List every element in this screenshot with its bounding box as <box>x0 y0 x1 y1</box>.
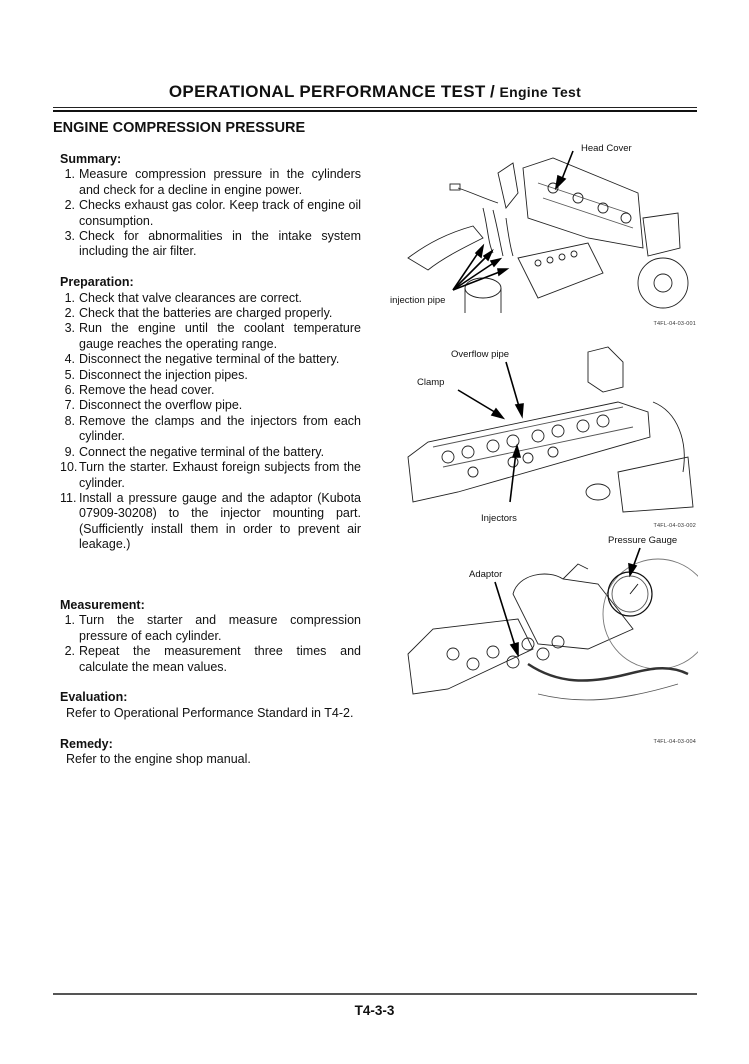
list-item <box>60 398 361 413</box>
list-item <box>60 644 361 675</box>
item-number: 9. <box>64 444 75 459</box>
item-text: Install a pressure gauge and the adaptor (Kubota 07909-30208) to the injector mounting part. (Sufficiently install them in order to prevent air leakage.) <box>79 490 361 552</box>
summary-title: Summary: <box>60 152 122 166</box>
engine-illustration-1 <box>388 138 698 313</box>
item-text: Checks exhaust gas color. Keep track of engine oil consumption. <box>79 198 361 228</box>
label-overflow-pipe: Overflow pipe <box>451 349 510 360</box>
section-title: ENGINE COMPRESSION PRESSURE <box>53 120 306 136</box>
item-text: Disconnect the injection pipes. <box>79 367 248 382</box>
item-number: 8. <box>64 413 75 428</box>
list-item <box>60 368 361 383</box>
remedy-block <box>60 737 361 768</box>
evaluation-text: Refer to Operational Performance Standard in T4-2. <box>66 705 354 720</box>
header-separator: / <box>489 82 496 101</box>
item-number: 6. <box>64 383 75 398</box>
item-text: Check that valve clearances are correct. <box>79 290 303 305</box>
engine-illustration-2 <box>388 342 698 514</box>
footer-divider <box>53 993 697 995</box>
item-number: 5. <box>64 367 75 382</box>
measurement-title: Measurement: <box>60 597 145 612</box>
figure-caption: T4FL-04-03-002 <box>653 523 696 529</box>
item-number: 4. <box>64 352 75 367</box>
item-text: Turn the starter and measure compression pressure of each cylinder. <box>79 613 361 643</box>
list-item <box>60 229 361 260</box>
item-text: Run the engine until the coolant temperature gauge reaches the operating range. <box>79 321 361 351</box>
figure-pressure-gauge <box>388 534 698 749</box>
item-number: 11. <box>60 490 77 505</box>
page-number: T4-3-3 <box>354 1003 395 1018</box>
list-item <box>60 460 361 491</box>
spacer <box>60 568 361 598</box>
pulley-shape <box>638 258 688 308</box>
item-number: 10. <box>60 460 78 475</box>
header-main-title: OPERATIONAL PERFORMANCE TEST <box>168 82 486 101</box>
arrow-markers <box>453 151 573 290</box>
preparation-list <box>60 291 361 553</box>
valve-springs <box>442 415 609 477</box>
preparation-title: Preparation: <box>60 275 134 290</box>
item-text: Check for abnormalities in the intake system including the air filter. <box>79 229 361 259</box>
item-number: 1. <box>64 290 75 305</box>
item-text: Disconnect the negative terminal of the battery. <box>79 352 340 367</box>
measurement-list <box>60 613 361 675</box>
header-subtitle: Engine Test <box>499 84 582 100</box>
list-item <box>60 291 361 306</box>
preparation-block <box>60 275 361 552</box>
item-number: 2. <box>64 644 75 659</box>
thermostat-housing <box>588 347 623 392</box>
label-injectors: Injectors <box>481 513 517 524</box>
item-text: Remove the clamps and the injectors from each cylinder. <box>79 413 361 444</box>
remedy-title: Remedy: <box>60 736 113 751</box>
item-number: 7. <box>64 398 75 413</box>
item-number: 2. <box>64 306 75 321</box>
list-item <box>60 383 361 398</box>
figure-caption: T4FL-04-03-004 <box>653 739 696 745</box>
label-adaptor: Adaptor <box>469 569 503 580</box>
item-text: Repeat the measurement three times and calculate the mean values. <box>79 644 361 674</box>
evaluation-block <box>60 690 361 721</box>
injection-pump-shape <box>518 243 603 298</box>
summary-block <box>60 152 361 260</box>
measurement-block <box>60 598 361 675</box>
list-item <box>60 445 361 460</box>
item-number: 3. <box>64 321 75 336</box>
arrow-markers <box>458 362 523 502</box>
item-number: 1. <box>64 613 75 628</box>
evaluation-title: Evaluation: <box>60 690 128 705</box>
valve-springs <box>447 636 564 670</box>
summary-list <box>60 167 361 259</box>
label-clamp: Clamp <box>417 377 445 388</box>
item-text: Measure compression pressure in the cylinders and check for a decline in engine power. <box>79 167 361 197</box>
item-text: Check that the batteries are charged properly. <box>79 306 333 321</box>
list-item <box>60 198 361 229</box>
list-item <box>60 352 361 367</box>
list-item <box>60 613 361 644</box>
intake-housing <box>513 574 633 649</box>
item-text: Connect the negative terminal of the battery. <box>79 444 325 459</box>
list-item <box>60 414 361 445</box>
label-injection-pipe: injection pipe <box>390 295 446 306</box>
item-text: Disconnect the overflow pipe. <box>79 398 243 413</box>
list-item <box>60 491 361 553</box>
item-text: Turn the starter. Exhaust foreign subjects from the cylinder. <box>79 460 361 490</box>
list-item <box>60 306 361 321</box>
item-text: Remove the head cover. <box>79 383 215 398</box>
item-number: 3. <box>64 229 75 244</box>
remedy-text: Refer to the engine shop manual. <box>66 751 251 766</box>
figure-head-cover <box>388 138 698 333</box>
label-pressure-gauge: Pressure Gauge <box>608 535 678 546</box>
figure-caption: T4FL-04-03-001 <box>653 321 696 327</box>
list-item <box>60 167 361 198</box>
gauge-hose <box>528 664 688 681</box>
header-divider <box>53 107 697 112</box>
list-item <box>60 321 361 352</box>
label-head-cover: Head Cover <box>581 143 632 154</box>
engine-illustration-3 <box>388 534 698 730</box>
figure-injectors <box>388 342 698 534</box>
item-number: 1. <box>64 167 75 182</box>
page-header <box>53 82 697 102</box>
procedure-text <box>60 152 361 783</box>
item-number: 2. <box>64 198 75 213</box>
head-cover-shape <box>523 158 643 248</box>
